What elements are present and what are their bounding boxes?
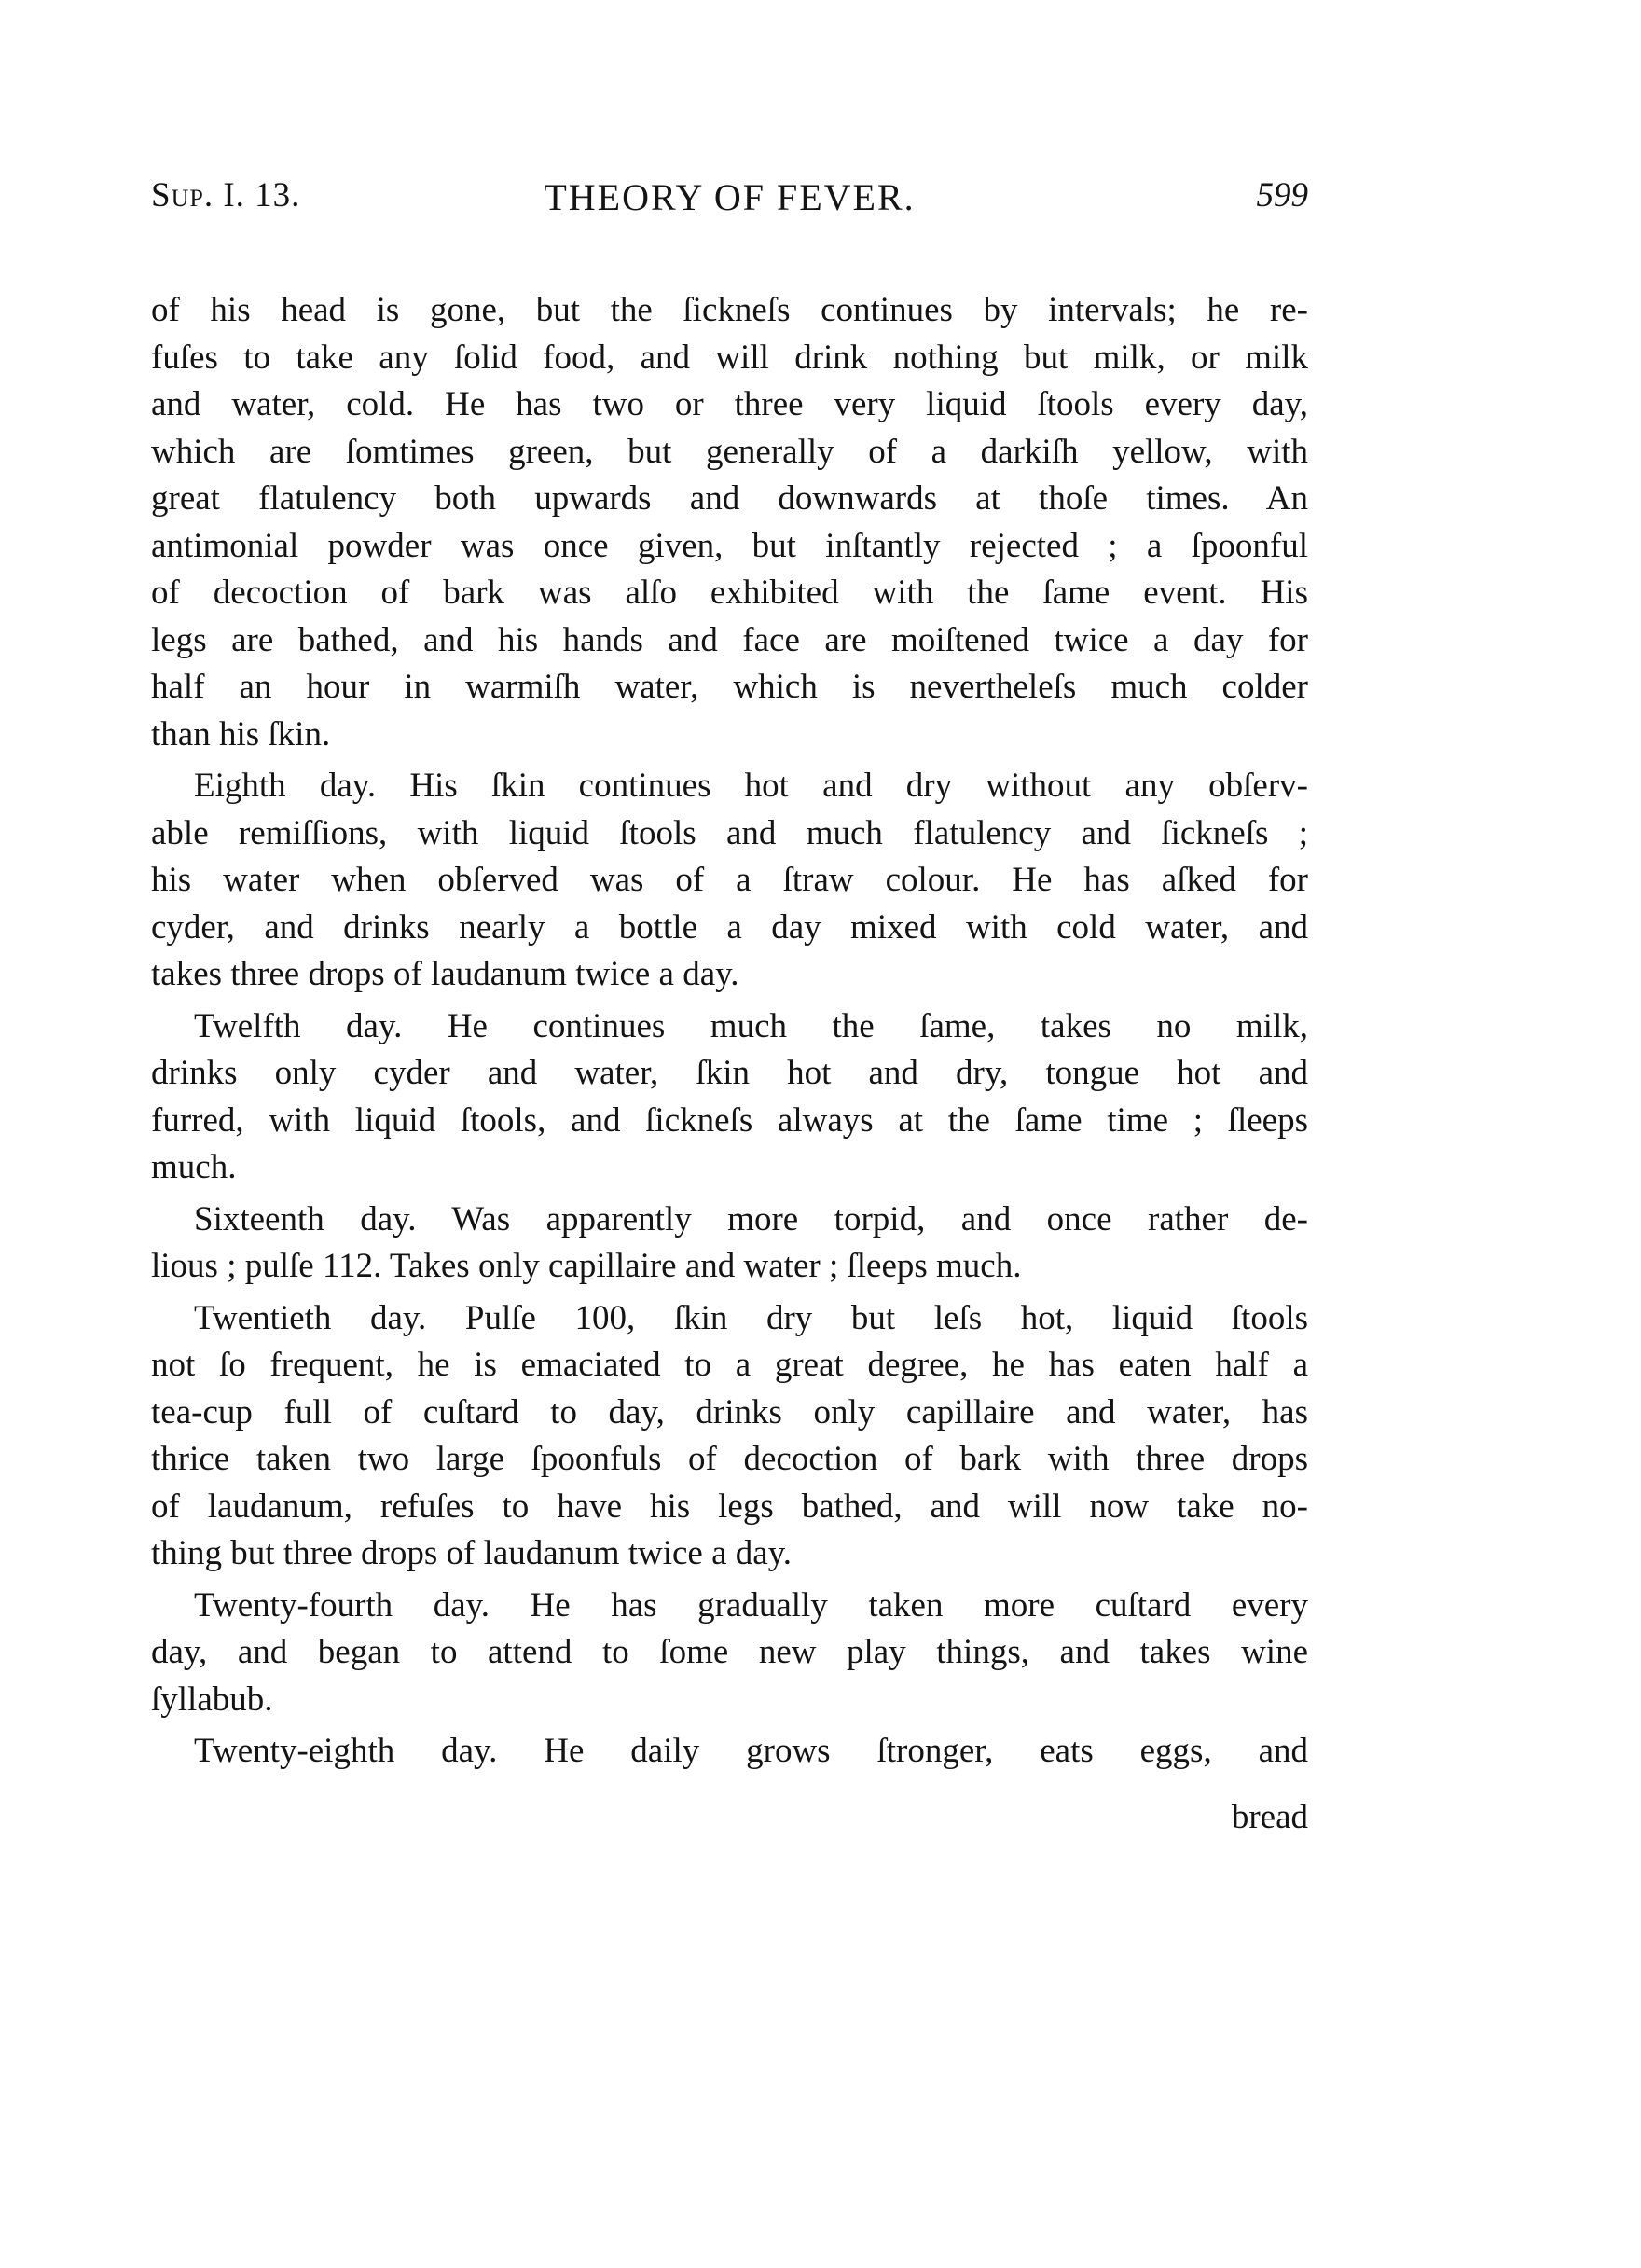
text-line: legs are bathed, and his hands and face are moiſtened twice a day for (151, 620, 1308, 659)
text-line: Twentieth day. Pulſe 100, ſkin dry but leſs hot, liquid ſtools (194, 1298, 1308, 1337)
paragraph (151, 763, 1308, 999)
page-body (151, 287, 1308, 1780)
text-line: day, and began to attend to ſome new play things, and takes wine (151, 1633, 1308, 1671)
text-line: tea-cup full of cuſtard to day, drinks only capillaire and water, has (151, 1392, 1308, 1431)
catchword: bread (1231, 1798, 1308, 1836)
text-line: of his head is gone, but the ſickneſs continues by intervals; he re- (151, 291, 1308, 329)
text-line: antimonial powder was once given, but inſtantly rejected ; a ſpoonful (151, 526, 1308, 565)
text-line: not ſo frequent, he is emaciated to a great degree, he has eaten half a (151, 1346, 1308, 1384)
running-header (151, 175, 1308, 228)
text-line: which are ſomtimes green, but generally of a darkiſh yellow, with (151, 432, 1308, 471)
text-line: ſyllabub. (151, 1680, 273, 1719)
text-line: half an hour in warmiſh water, which is nevertheleſs much colder (151, 668, 1308, 706)
paragraph (151, 1295, 1308, 1578)
text-line: thrice taken two large ſpoonfuls of decoction of bark with three drops (151, 1440, 1308, 1478)
text-line: and water, cold. He has two or three very liquid ſtools every day, (151, 385, 1308, 423)
running-title: THEORY OF FEVER. (544, 176, 916, 218)
text-line: much. (151, 1148, 237, 1186)
text-line: thing but three drops of laudanum twice a day. (151, 1534, 793, 1572)
paragraph (151, 1003, 1308, 1192)
paragraph (151, 1728, 1308, 1776)
page-number: 599 (1256, 176, 1308, 214)
text-line: furred, with liquid ſtools, and ſickneſs always at the ſame time ; ſleeps (151, 1100, 1308, 1140)
paragraph (151, 1583, 1308, 1724)
section-reference: Sup. I. 13. (151, 176, 301, 214)
text-line: of laudanum, refuſes to have his legs bathed, and will now take no- (151, 1487, 1308, 1526)
paragraph (151, 1196, 1308, 1291)
text-line: fuſes to take any ſolid food, and will drink nothing but milk, or milk (151, 338, 1308, 377)
text-line: able remiſſions, with liquid ſtools and much flatulency and ſickneſs ; (151, 813, 1308, 852)
text-line: Twelfth day. He continues much the ſame, takes no milk, (194, 1006, 1308, 1045)
text-line: cyder, and drinks nearly a bottle a day mixed with cold water, and (151, 907, 1308, 947)
text-line: Twenty-fourth day. He has gradually taken more cuſtard every (194, 1585, 1308, 1625)
text-line: great flatulency both upwards and downwards at thoſe times. An (151, 479, 1308, 518)
text-line: his water when obſerved was of a ſtraw colour. He has aſked for (151, 861, 1308, 899)
text-line: Twenty-eighth day. He daily grows ſtronger, eats eggs, and (194, 1732, 1308, 1770)
text-line: lious ; pulſe 112. Takes only capillaire and water ; ſleeps much. (151, 1247, 1022, 1285)
text-line: than his ſkin. (151, 714, 331, 754)
text-line: of decoction of bark was alſo exhibited with the ſame event. His (151, 574, 1308, 612)
text-line: drinks only cyder and water, ſkin hot and dry, tongue hot and (151, 1054, 1308, 1092)
paragraph (151, 287, 1308, 758)
text-line: Eighth day. His ſkin continues hot and dry without any obſerv- (194, 767, 1308, 805)
text-line: Sixteenth day. Was apparently more torpid, and once rather de- (194, 1199, 1308, 1238)
text-line: takes three drops of laudanum twice a day. (151, 955, 739, 993)
